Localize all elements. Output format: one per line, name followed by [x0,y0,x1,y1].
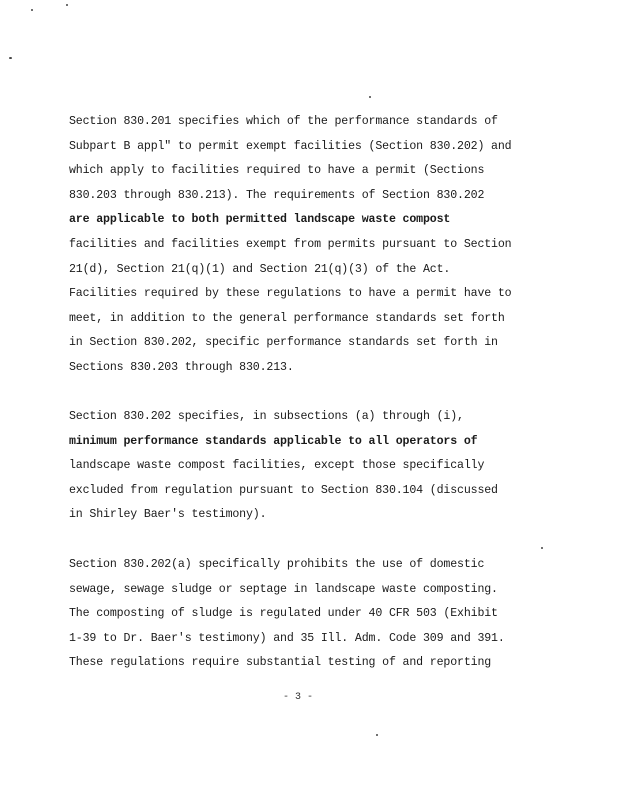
text-line: landscape waste compost facilities, except those specifically [69,459,485,473]
text-line: Facilities required by these regulations to have a permit have to [69,287,512,301]
paragraph-section-830-202a [69,553,569,676]
text-line: meet, in addition to the general performance standards set forth [69,311,505,325]
text-line: minimum performance standards applicable to all operators of [69,434,478,448]
text-line: are applicable to both permitted landscape waste compost [69,213,451,227]
text-line: Section 830.202 specifies, in subsections (a) through (i), [69,410,464,423]
text-line: These regulations require substantial testing of and reporting [69,656,492,670]
text-line: in Section 830.202, specific performance standards set forth in [69,336,498,350]
text-line: 1-39 to Dr. Baer's testimony) and 35 Ill. Adm. Code 309 and 391. [69,631,505,645]
paragraph-section-830-201 [69,110,569,381]
text-line: Subpart B appl" to permit exempt facilities (Section 830.202) and [69,139,512,153]
text-line: in Shirley Baer's testimony). [69,508,267,522]
paragraph-section-830-202 [69,405,569,528]
text-line: facilities and facilities exempt from permits pursuant to Section [69,237,512,251]
scan-speck [66,4,68,6]
page-number: - 3 - [282,692,313,703]
text-line: sewage, sewage sludge or septage in landscape waste composting. [69,582,498,596]
text-line: The composting of sludge is regulated under 40 CFR 503 (Exhibit [69,607,498,621]
scan-speck [376,734,378,736]
text-line: Sections 830.203 through 830.213. [69,360,294,374]
text-line: which apply to facilities required to have a permit (Sections [69,164,485,178]
text-line: Section 830.202(a) specifically prohibits the use of domestic [69,558,485,571]
scan-speck [369,96,371,98]
scan-speck [31,9,33,11]
text-line: excluded from regulation pursuant to Section 830.104 (discussed [69,483,498,497]
text-line: 830.203 through 830.213). The requirements of Section 830.202 [69,188,485,202]
text-line: 21(d), Section 21(q)(1) and Section 21(q)(3) of the Act. [69,262,451,276]
scan-speck [9,57,12,59]
scan-speck [541,547,543,549]
text-line: Section 830.201 specifies which of the performance standards of [69,115,498,128]
